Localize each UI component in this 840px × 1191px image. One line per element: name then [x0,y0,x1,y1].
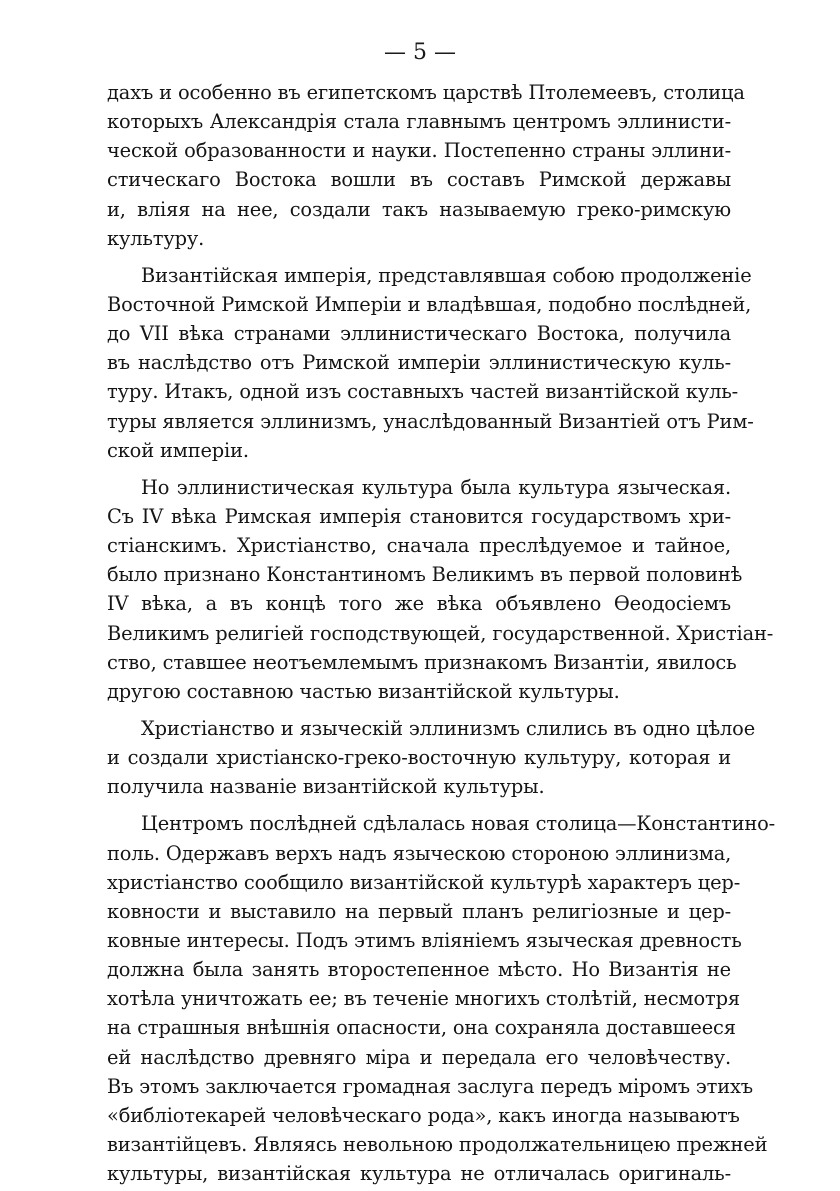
text-line: было признано Константиномъ Великимъ въ первой половинѣ [107,563,743,587]
text-line: Восточной Римской Имперіи и владѣвшая, подобно послѣдней, [107,292,752,316]
text-line: Центромъ послѣдней сдѣлалась новая столица—Константино- [141,812,776,836]
paragraph-1 [107,78,745,253]
text-line: и, вліяя на нее, создали такъ называемую греко-римскую [107,197,731,221]
text-line: до VII вѣка странами эллинистическаго Востока, получила [107,322,731,346]
text-line: Съ IV вѣка Римская имперія становится государствомъ хри- [107,504,731,528]
paragraph-4 [107,714,756,801]
text-line: другою составною частью византійской культуры. [107,679,620,703]
text-line: ей наслѣдство древняго міра и передала его человѣчеству. [107,1045,731,1069]
text-line: Но эллинистическая культура была культура языческая. [141,475,731,499]
text-line: хотѣла уничтожать ее; въ теченіе многихъ столѣтій, несмотря [107,987,740,1011]
text-line: поль. Одержавъ верхъ надъ языческою стороною эллинизма, [107,841,732,865]
paragraph-gap [107,706,731,714]
text-line: ской имперіи. [107,438,249,462]
text-line: Христіанство и языческій эллинизмъ слились въ одно цѣлое [141,716,756,740]
text-line: туры является эллинизмъ, унаслѣдованный Византіей отъ Рим- [107,409,754,433]
text-line: стіанскимъ. Христіанство, сначала преслѣдуемое и тайное, [107,534,731,558]
text-line: дахъ и особенно въ египетскомъ царствѣ Птолемеевъ, столица [107,81,745,104]
text-line: ство, ставшее неотъемлемымъ признакомъ Византіи, явилось [107,650,737,674]
text-line: ковности и выставило на первый планъ религіозные и цер- [107,899,731,923]
text-line: которыхъ Александрія стала главнымъ центромъ эллинисти- [107,110,731,134]
text-line: культуры, византійская культура не отличалась оригиналь- [107,1162,731,1186]
text-line: получила названіе византійской культуры. [107,775,545,799]
text-column [107,78,776,1188]
text-line: IV вѣка, а въ концѣ того же вѣка объявлено Ѳеодосіемъ [107,592,731,616]
text-line: «библіотекарей человѣческаго рода», какъ иногда называютъ [107,1103,740,1127]
text-line: должна была занять второстепенное мѣсто. Но Византія не [107,958,731,982]
text-line: ковные интересы. Подъ этимъ вліяніемъ языческая древность [107,928,742,952]
text-line: византійцевъ. Являясь невольною продолжательницею прежней [107,1132,768,1156]
page-number: — 5 — [384,40,456,65]
text-line: Византійская имперія, представлявшая собою продолженіе [141,263,752,287]
paragraph-gap [107,253,731,261]
paragraph-3 [107,473,774,706]
paragraph-2 [107,261,754,465]
text-line: и создали христіанско-греко-восточную культуру, которая и [107,746,731,770]
text-line: въ наслѣдство отъ Римской имперіи эллинистическую куль- [107,351,731,375]
text-line: стическаго Востока вошли въ составъ Римской державы [107,168,731,192]
text-line: христіанство сообщило византійской культурѣ характеръ цер- [107,870,741,894]
paragraph-gap [107,465,731,473]
text-line: ческой образованности и науки. Постепенно страны эллини- [107,139,731,163]
paragraph-5 [107,809,776,1188]
text-line: на страшныя внѣшнія опасности, она сохраняла доставшееся [107,1016,736,1040]
text-line: Въ этомъ заключается громадная заслуга передъ міромъ этихъ [107,1074,753,1098]
paragraph-gap [107,801,731,809]
text-line: культуру. [107,226,205,250]
text-line: туру. Итакъ, одной изъ составныхъ частей византійской куль- [107,380,739,404]
text-line: Великимъ религіей господствующей, государственной. Христіан- [107,621,774,645]
